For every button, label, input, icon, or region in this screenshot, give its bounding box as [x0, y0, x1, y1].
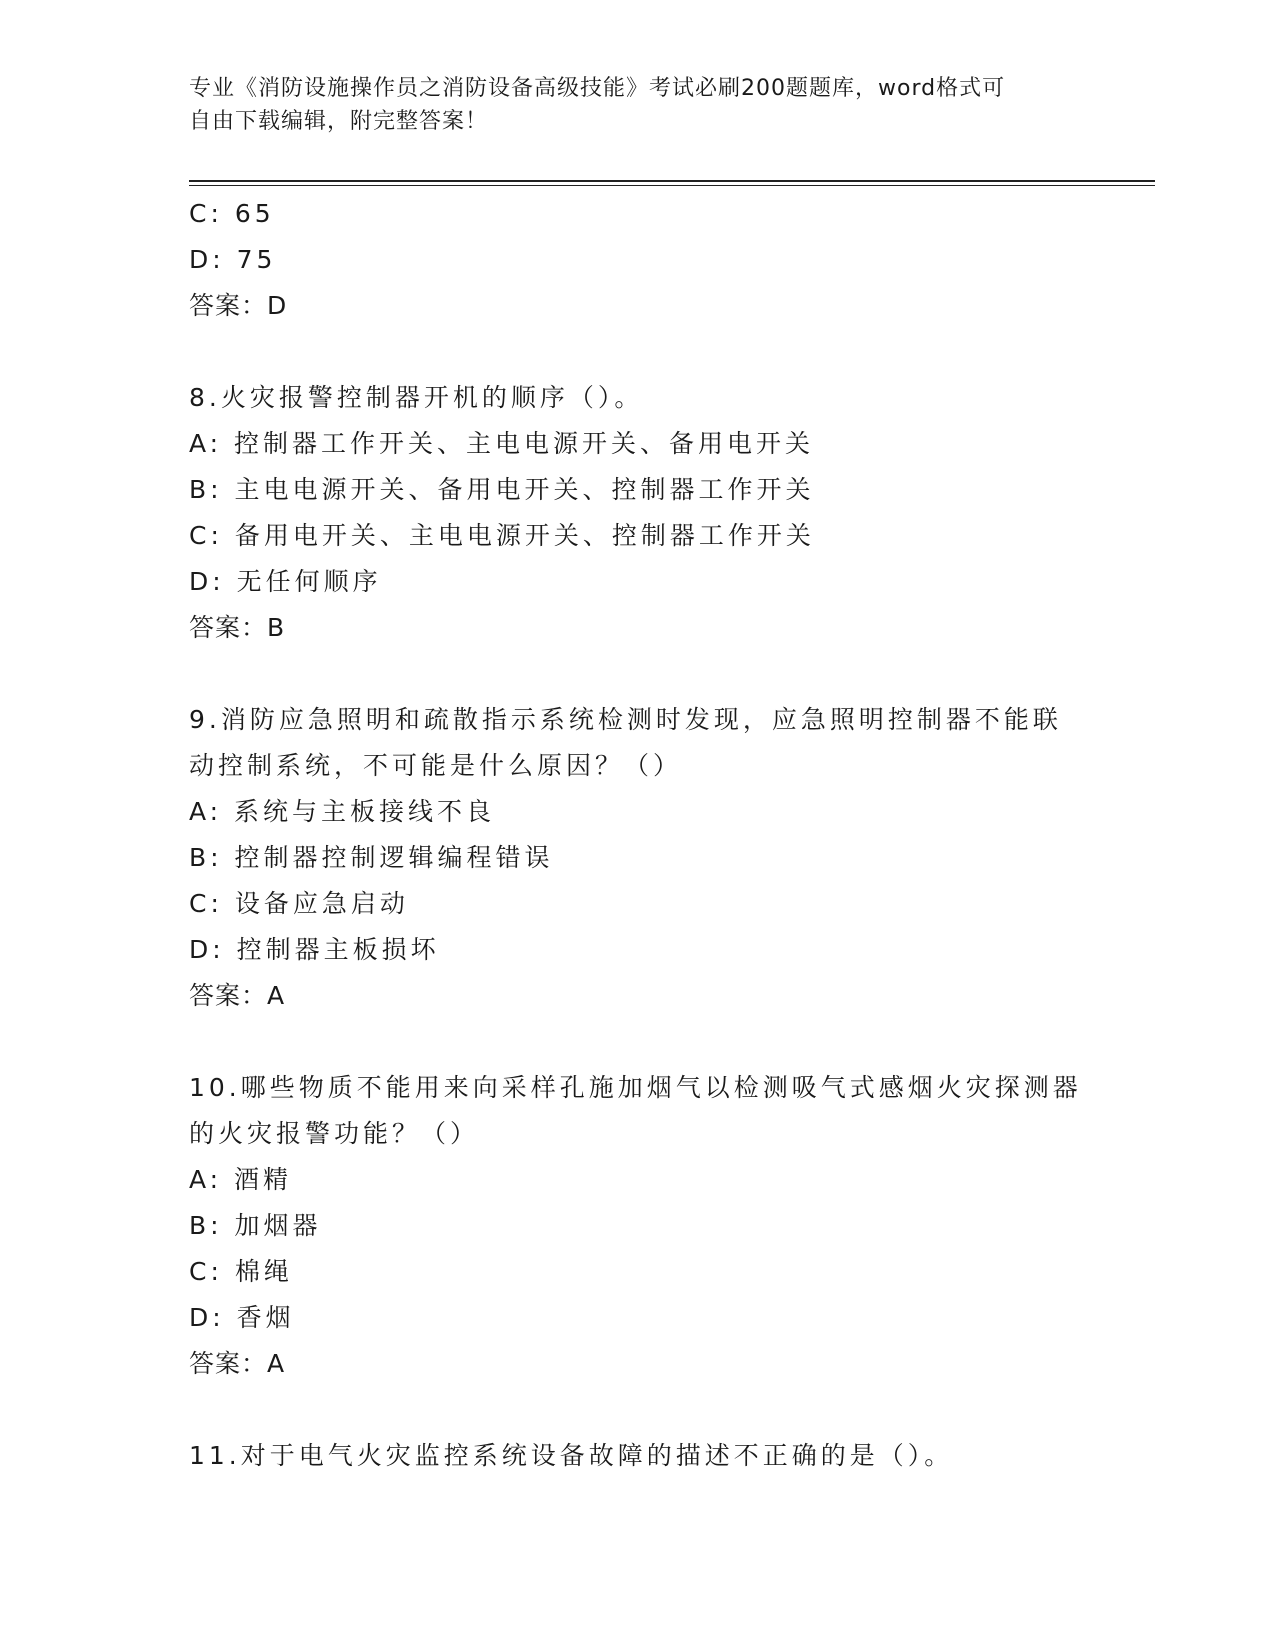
- option-a: A: 酒精: [189, 1165, 293, 1194]
- header-title-line-2: 自由下载编辑，附完整答案！: [189, 109, 489, 134]
- question-10: [189, 1065, 1089, 1387]
- option-c: C: 设备应急启动: [189, 889, 409, 918]
- question-7-tail: [189, 191, 1089, 329]
- question-stem: 11.对于电气火灾监控系统设备故障的描述不正确的是（）。: [189, 1441, 954, 1470]
- option-c: C: 65: [189, 199, 275, 228]
- answer-line: 答案：A: [189, 981, 286, 1010]
- option-c: C: 备用电开关、主电电源开关、控制器工作开关: [189, 521, 815, 550]
- question-8: [189, 375, 1089, 651]
- answer-line: 答案：A: [189, 1349, 286, 1378]
- option-b: B: 加烟器: [189, 1211, 322, 1240]
- answer-line: 答案：D: [189, 291, 288, 320]
- option-b: B: 控制器控制逻辑编程错误: [189, 843, 554, 872]
- spacer: [189, 1387, 1089, 1433]
- option-d: D: 控制器主板损坏: [189, 935, 440, 964]
- header-divider-thin: [189, 185, 1155, 186]
- spacer: [189, 1019, 1089, 1065]
- option-d: D: 无任何顺序: [189, 567, 382, 596]
- header-title-line-1: 专业《消防设施操作员之消防设备高级技能》考试必刷200题题库，word格式可: [189, 76, 1006, 101]
- header-divider-thick: [189, 180, 1155, 182]
- question-11: [189, 1433, 1089, 1479]
- option-d: D: 香烟: [189, 1303, 295, 1332]
- option-a: A: 系统与主板接线不良: [189, 797, 496, 826]
- spacer: [189, 329, 1089, 375]
- spacer: [189, 651, 1089, 697]
- question-stem: 8.火灾报警控制器开机的顺序（）。: [189, 383, 644, 412]
- question-stem-line-1: 9.消防应急照明和疏散指示系统检测时发现，应急照明控制器不能联: [189, 705, 1062, 734]
- answer-line: 答案：B: [189, 613, 286, 642]
- question-stem-line-1: 10.哪些物质不能用来向采样孔施加烟气以检测吸气式感烟火灾探测器: [189, 1073, 1082, 1102]
- option-d: D: 75: [189, 245, 277, 274]
- option-c: C: 棉绳: [189, 1257, 293, 1286]
- question-stem-line-2: 动控制系统，不可能是什么原因？（）: [189, 751, 683, 780]
- document-header: [189, 72, 1069, 138]
- question-list: [189, 191, 1089, 1479]
- option-a: A: 控制器工作开关、主电电源开关、备用电开关: [189, 429, 815, 458]
- question-stem-line-2: 的火灾报警功能？（）: [189, 1119, 480, 1148]
- option-b: B: 主电电源开关、备用电开关、控制器工作开关: [189, 475, 815, 504]
- question-9: [189, 697, 1089, 1019]
